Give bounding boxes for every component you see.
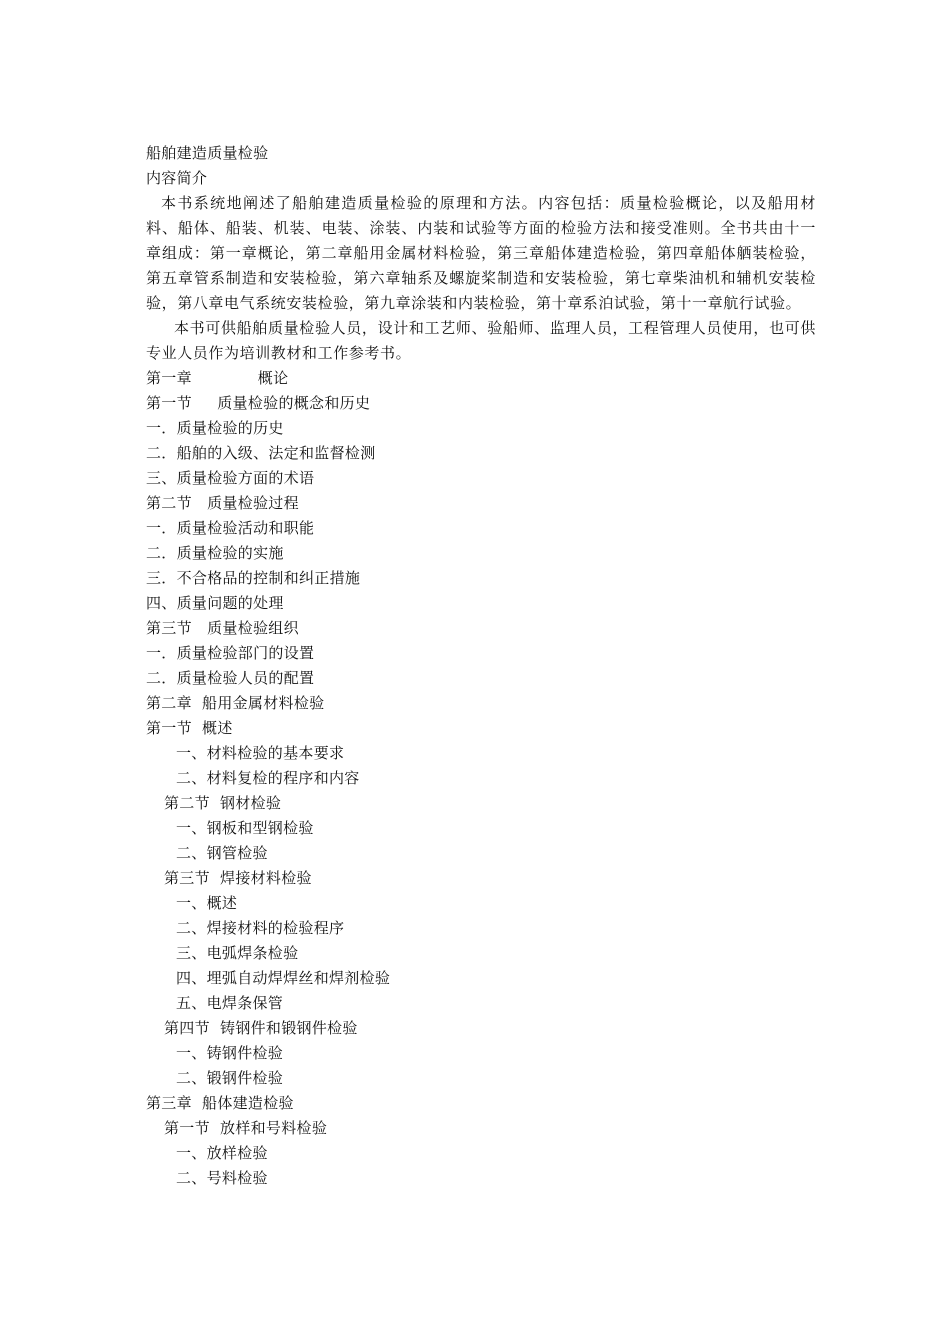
- toc-item: 一．质量检验活动和职能: [146, 519, 315, 537]
- summary-paragraph-2: 本书可供船舶质量检验人员，设计和工艺师、验船师、监理人员，工程管理人员使用，也可供专业人员作为培训教材和工作参考书。: [146, 319, 816, 362]
- toc-chapter-1: 第一章 概论: [146, 369, 289, 387]
- toc-item: 三、质量检验方面的术语: [146, 469, 315, 487]
- toc-item: 二、材料复检的程序和内容: [176, 769, 360, 787]
- toc-item: 一、钢板和型钢检验: [176, 819, 314, 837]
- toc-section: 第一节 质量检验的概念和历史: [146, 394, 371, 412]
- toc-chapter-2: 第二章 船用金属材料检验: [146, 694, 325, 712]
- toc-item: 二、钢管检验: [176, 844, 268, 862]
- toc-section: 第二节 质量检验过程: [146, 494, 299, 512]
- toc-section: 第三节 质量检验组织: [146, 619, 299, 637]
- document-page: [146, 141, 816, 1191]
- toc-section: 第二节 钢材检验: [164, 794, 282, 812]
- toc-section: 第三节 焊接材料检验: [164, 869, 312, 887]
- toc-section: 第一节 概述: [146, 719, 233, 737]
- toc-item: 一、材料检验的基本要求: [176, 744, 345, 762]
- toc-item: 二．质量检验人员的配置: [146, 669, 315, 687]
- toc-item: 一．质量检验的历史: [146, 419, 284, 437]
- toc-item: 一．质量检验部门的设置: [146, 644, 315, 662]
- summary-heading: 内容简介: [146, 169, 208, 187]
- toc-item: 一、铸钢件检验: [176, 1044, 284, 1062]
- toc-section: 第四节 铸钢件和锻钢件检验: [164, 1019, 358, 1037]
- toc-item: 二．质量检验的实施: [146, 544, 284, 562]
- book-title: 船舶建造质量检验: [146, 144, 269, 162]
- toc-item: 二、号料检验: [176, 1169, 268, 1187]
- toc-item: 三．不合格品的控制和纠正措施: [146, 569, 361, 587]
- toc-item: 二、焊接材料的检验程序: [176, 919, 345, 937]
- toc-item: 二、锻钢件检验: [176, 1069, 284, 1087]
- toc-item: 一、放样检验: [176, 1144, 268, 1162]
- toc-item: 四、埋弧自动焊焊丝和焊剂检验: [176, 969, 391, 987]
- toc-item: 二．船舶的入级、法定和监督检测: [146, 444, 376, 462]
- toc-chapter-3: 第三章 船体建造检验: [146, 1094, 294, 1112]
- toc-item: 三、电弧焊条检验: [176, 944, 299, 962]
- toc-section: 第一节 放样和号料检验: [164, 1119, 328, 1137]
- toc-item: 一、概述: [176, 894, 238, 912]
- toc-item: 五、电焊条保管: [176, 994, 284, 1012]
- summary-paragraph-1: 本书系统地阐述了船舶建造质量检验的原理和方法。内容包括：质量检验概论，以及船用材料、船体、船装、机装、电装、涂装、内装和试验等方面的检验方法和接受准则。全书共由十一章组成：第一章概论，第二章船用金属材料检验，第三章船体建造检验，第四章船体舾装检验，第五章管系制造和安装检验，第六章轴系及螺旋桨制造和安装检验，第七章柴油机和辅机安装检验，第八章电气系统安装检验，第九章涂装和内装检验，第十章系泊试验，第十一章航行试验。: [146, 194, 816, 312]
- toc-item: 四、质量问题的处理: [146, 594, 284, 612]
